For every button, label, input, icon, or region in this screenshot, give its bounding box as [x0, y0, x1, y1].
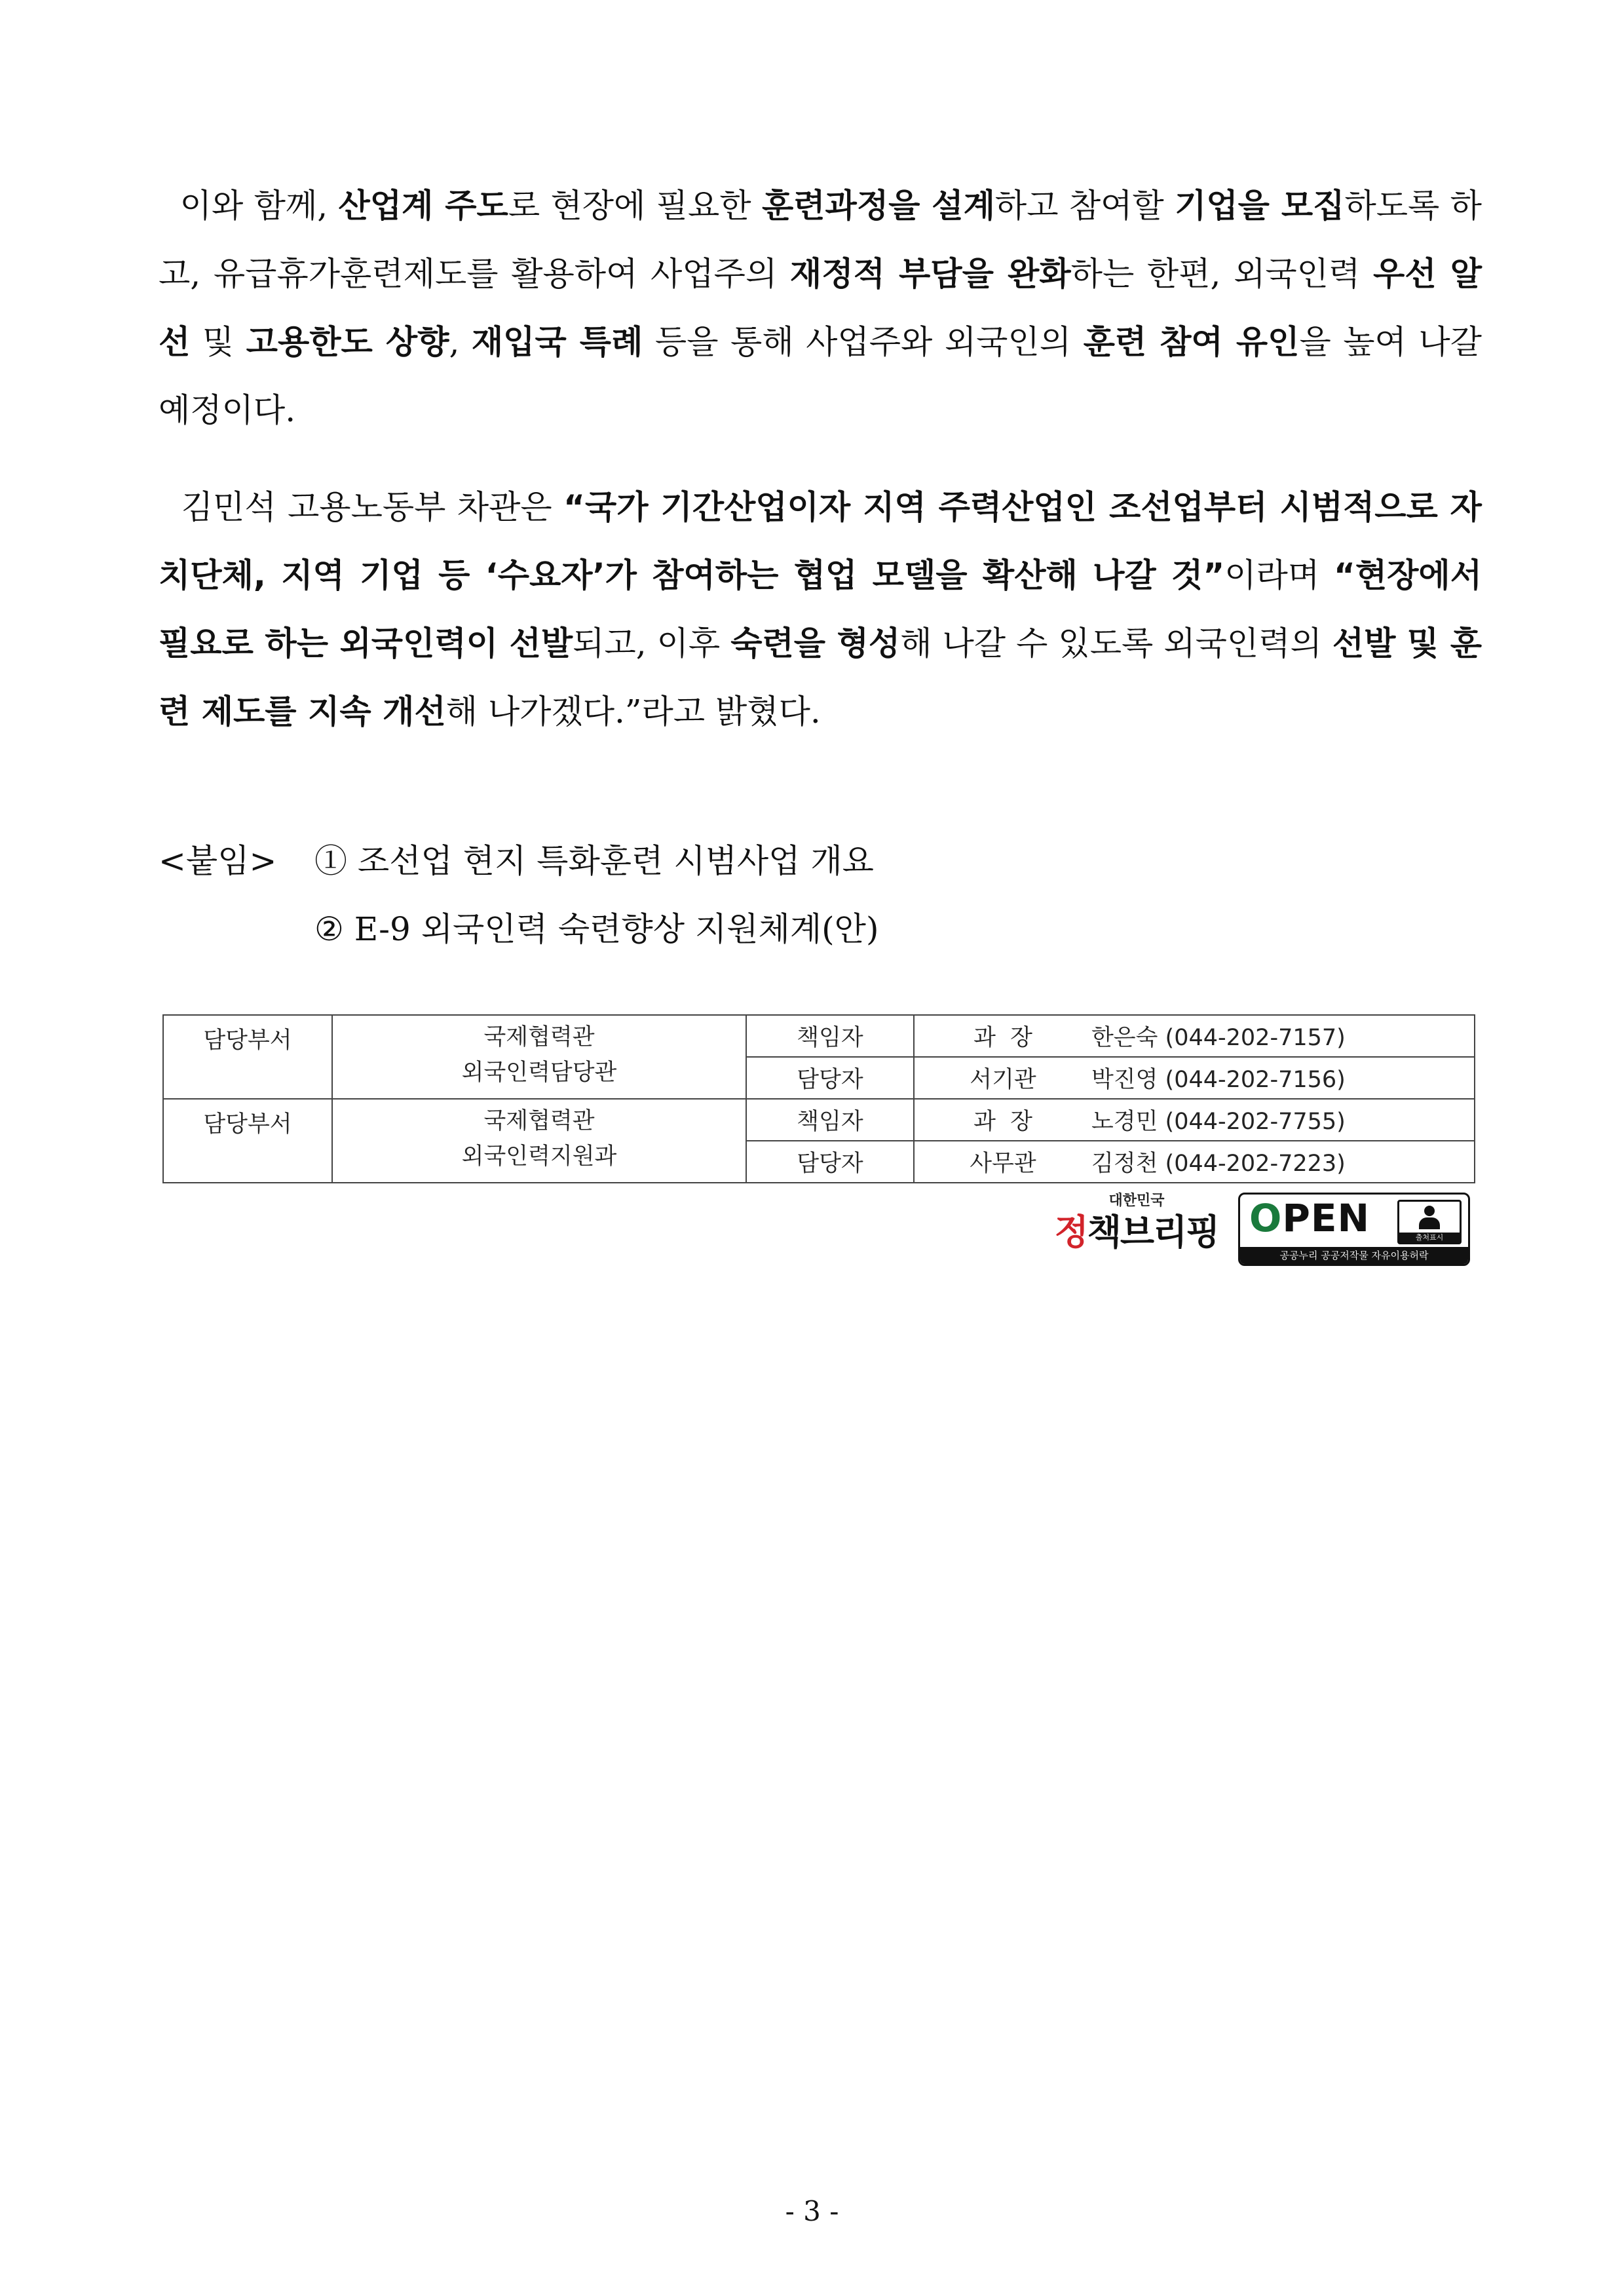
name-phone: 한은숙 (044-202-7157)	[1091, 1025, 1346, 1051]
brand-small-text: 대한민국	[1108, 1193, 1165, 1209]
table-row	[163, 1015, 1475, 1057]
role-cell: 담당자	[746, 1141, 914, 1183]
attribution-icon: 출처표시	[1397, 1200, 1462, 1244]
name-phone: 김정천 (044-202-7223)	[1091, 1151, 1346, 1177]
person-cell	[914, 1057, 1475, 1099]
dept-line: 외국인력담당관	[461, 1060, 617, 1086]
dept-label-cell: 담당부서	[163, 1015, 332, 1099]
dept-line: 국제협력관	[483, 1108, 595, 1134]
paragraph-training-measures: 이와 함께, 산업계 주도로 현장에 필요한 훈련과정을 설계하고 참여할 기업을 모집하도록 하고, 유급휴가훈련제도를 활용하여 사업주의 재정적 부담을 완화하는 한편, 외국인력 우선 알선 및 고용한도 상향, 재입국 특례 등을 통해 사업주와 외국인의 훈련 참여 유인을 높여 나갈 예정이다.	[159, 187, 1482, 429]
kogl-caption: 공공누리 공공저작물 자유이용허락	[1240, 1247, 1468, 1264]
attachment-item: ② E-9 외국인력 숙련향상 지원체계(안)	[314, 910, 879, 948]
dept-name-cell	[332, 1099, 746, 1183]
dept-line: 외국인력지원과	[461, 1143, 617, 1170]
name-phone: 노경민 (044-202-7755)	[1091, 1109, 1346, 1135]
paragraph-vice-minister-quote: 김민석 고용노동부 차관은 “국가 기간산업이자 지역 주력산업인 조선업부터 시범적으로 자치단체, 지역 기업 등 ‘수요자’가 참여하는 협업 모델을 확산해 나갈 것”이라며 “현장에서 필요로 하는 외국인력이 선발되고, 이후 숙련을 형성해 나갈 수 있도록 외국인력의 선발 및 훈련 제도를 지속 개선해 나가겠다.”라고 밝혔다.	[159, 488, 1482, 731]
dept-name-cell	[332, 1015, 746, 1099]
page-number: - 3 -	[785, 2195, 839, 2227]
role-cell: 책임자	[746, 1099, 914, 1141]
person-cell	[914, 1141, 1475, 1183]
dept-label-cell: 담당부서	[163, 1099, 332, 1183]
open-wordmark: OPEN	[1249, 1196, 1370, 1240]
position: 과 장	[973, 1025, 1032, 1051]
position: 서기관	[970, 1067, 1036, 1093]
position: 과 장	[973, 1109, 1032, 1135]
policy-briefing-logo	[1048, 1193, 1225, 1265]
name-phone: 박진영 (044-202-7156)	[1091, 1067, 1346, 1093]
dept-line: 국제협력관	[483, 1024, 595, 1050]
person-cell	[914, 1015, 1475, 1057]
brand-main-text: 정책브리핑	[1054, 1212, 1219, 1253]
logo-group	[1048, 1193, 1467, 1265]
role-cell: 책임자	[746, 1015, 914, 1057]
position: 사무관	[970, 1151, 1036, 1177]
attachment-label: <붙임>	[159, 842, 277, 880]
role-cell: 담당자	[746, 1057, 914, 1099]
person-cell	[914, 1099, 1475, 1141]
kogl-open-logo	[1238, 1193, 1470, 1266]
contact-table	[162, 1014, 1475, 1183]
table-row	[163, 1099, 1475, 1141]
attachment-item: ① 조선업 현지 특화훈련 시범사업 개요	[314, 842, 874, 880]
